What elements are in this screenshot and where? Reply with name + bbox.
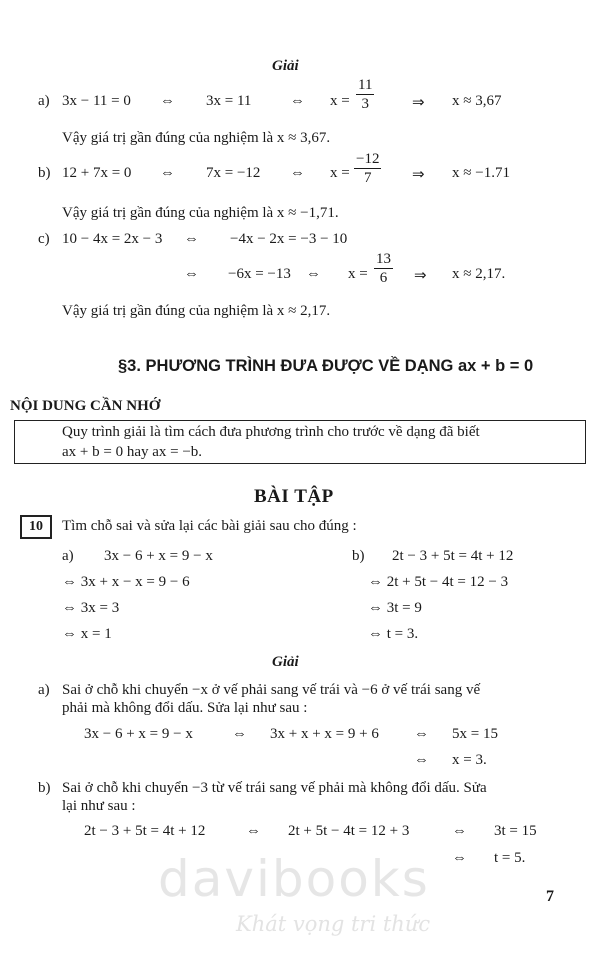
x-equals: x =	[330, 93, 350, 109]
part-c-step2: −6x = −13	[228, 266, 291, 282]
approx-note: Vậy giá trị gần đúng của nghiệm là x ≈ −1,71.	[62, 205, 339, 221]
solution-heading: Giải	[272, 58, 299, 74]
approx-value: x ≈ −1.71	[452, 165, 510, 181]
page-number: 7	[546, 888, 554, 905]
x-equals: x =	[330, 165, 350, 181]
solution-a-text: Sai ở chỗ khi chuyển −x ở vế phải sang vế trái và −6 ở vế trái sang vế	[62, 682, 481, 698]
remember-heading: NỘI DUNG CẦN NHỚ	[10, 398, 161, 414]
exercise-a-label: a)	[62, 548, 74, 564]
fraction	[356, 76, 374, 113]
equiv-arrow: ⇔	[452, 850, 467, 866]
exercise-a-line: 3x − 6 + x = 9 − x	[104, 548, 213, 564]
equiv-arrow: ⇔	[414, 752, 429, 768]
equiv-arrow: ⇔	[452, 823, 467, 839]
solution-a-eq: 5x = 15	[452, 726, 498, 742]
solution-b-text: lại như sau :	[62, 798, 136, 814]
solution-a-eq: x = 3.	[452, 752, 487, 768]
watermark-logo: davibooks	[158, 850, 430, 908]
exercise-a-line: ⇔ x = 1	[62, 626, 112, 642]
fraction	[374, 250, 393, 287]
equiv-arrow: ⇔	[306, 266, 321, 282]
solution-b-eq: 2t + 5t − 4t = 12 + 3	[288, 823, 410, 839]
remember-text-line1: Quy trình giải là tìm cách đưa phương trình cho trước về dạng đã biết	[62, 424, 480, 440]
exercises-title: BÀI TẬP	[254, 486, 334, 507]
approx-value: x ≈ 3,67	[452, 93, 502, 109]
solution-b-eq: t = 5.	[494, 850, 526, 866]
exercise-prompt: Tìm chỗ sai và sửa lại các bài giải sau cho đúng :	[62, 518, 357, 534]
exercise-b-line: ⇔ t = 3.	[368, 626, 419, 642]
exercise-b-line: ⇔ 3t = 9	[368, 600, 422, 616]
solution-b-label: b)	[38, 780, 51, 796]
solution-b-eq: 2t − 3 + 5t = 4t + 12	[84, 823, 206, 839]
solution-heading: Giải	[272, 654, 299, 670]
equiv-arrow: ⇔	[290, 93, 305, 109]
equiv-arrow: ⇔	[160, 165, 175, 181]
solution-a-eq: 3x − 6 + x = 9 − x	[84, 726, 193, 742]
part-a-label: a)	[38, 93, 50, 109]
denominator: 7	[363, 170, 372, 186]
part-b-label: b)	[38, 165, 51, 181]
exercise-b-line: 2t − 3 + 5t = 4t + 12	[392, 548, 514, 564]
implies-arrow: ⇒	[412, 95, 425, 111]
equiv-arrow: ⇔	[160, 93, 175, 109]
watermark-tagline: Khát vọng tri thức	[236, 912, 431, 936]
equiv-arrow: ⇔	[184, 231, 199, 247]
denominator: 6	[379, 270, 388, 286]
solution-a-text: phải mà không đổi dấu. Sửa lại như sau :	[62, 700, 308, 716]
part-b-step: 7x = −12	[206, 165, 261, 181]
part-a-equation: 3x − 11 = 0	[62, 93, 131, 109]
part-a-step: 3x = 11	[206, 93, 252, 109]
part-c-equation: 10 − 4x = 2x − 3	[62, 231, 163, 247]
numerator: −12	[356, 151, 380, 167]
section-title: §3. PHƯƠNG TRÌNH ĐƯA ĐƯỢC VỀ DẠNG ax + b = 0	[118, 357, 534, 375]
equiv-arrow: ⇔	[184, 266, 199, 282]
approx-value: x ≈ 2,17.	[452, 266, 506, 282]
part-c-label: c)	[38, 231, 50, 247]
equiv-arrow: ⇔	[232, 726, 247, 742]
solution-b-text: Sai ở chỗ khi chuyển −3 từ vế trái sang vế phải mà không đổi dấu. Sửa	[62, 780, 487, 796]
exercise-a-line: ⇔ 3x = 3	[62, 600, 120, 616]
exercise-b-line: ⇔ 2t + 5t − 4t = 12 − 3	[368, 574, 509, 590]
approx-note: Vậy giá trị gần đúng của nghiệm là x ≈ 2,17.	[62, 303, 331, 319]
solution-b-eq: 3t = 15	[494, 823, 537, 839]
approx-note: Vậy giá trị gần đúng của nghiệm là x ≈ 3,67.	[62, 130, 331, 146]
implies-arrow: ⇒	[412, 167, 425, 183]
part-b-equation: 12 + 7x = 0	[62, 165, 132, 181]
implies-arrow: ⇒	[414, 268, 427, 284]
part-c-step: −4x − 2x = −3 − 10	[230, 231, 348, 247]
denominator: 3	[361, 96, 369, 112]
exercise-number: 10	[20, 515, 52, 539]
equiv-arrow: ⇔	[414, 726, 429, 742]
equiv-arrow: ⇔	[246, 823, 261, 839]
equiv-arrow: ⇔	[290, 165, 305, 181]
numerator: 11	[358, 77, 373, 93]
numerator: 13	[376, 251, 391, 267]
fraction	[354, 150, 381, 187]
solution-a-label: a)	[38, 682, 50, 698]
exercise-b-label: b)	[352, 548, 365, 564]
remember-text-line2: ax + b = 0 hay ax = −b.	[62, 444, 203, 460]
x-equals: x =	[348, 266, 368, 282]
solution-a-eq: 3x + x + x = 9 + 6	[270, 726, 379, 742]
exercise-a-line: ⇔ 3x + x − x = 9 − 6	[62, 574, 190, 590]
